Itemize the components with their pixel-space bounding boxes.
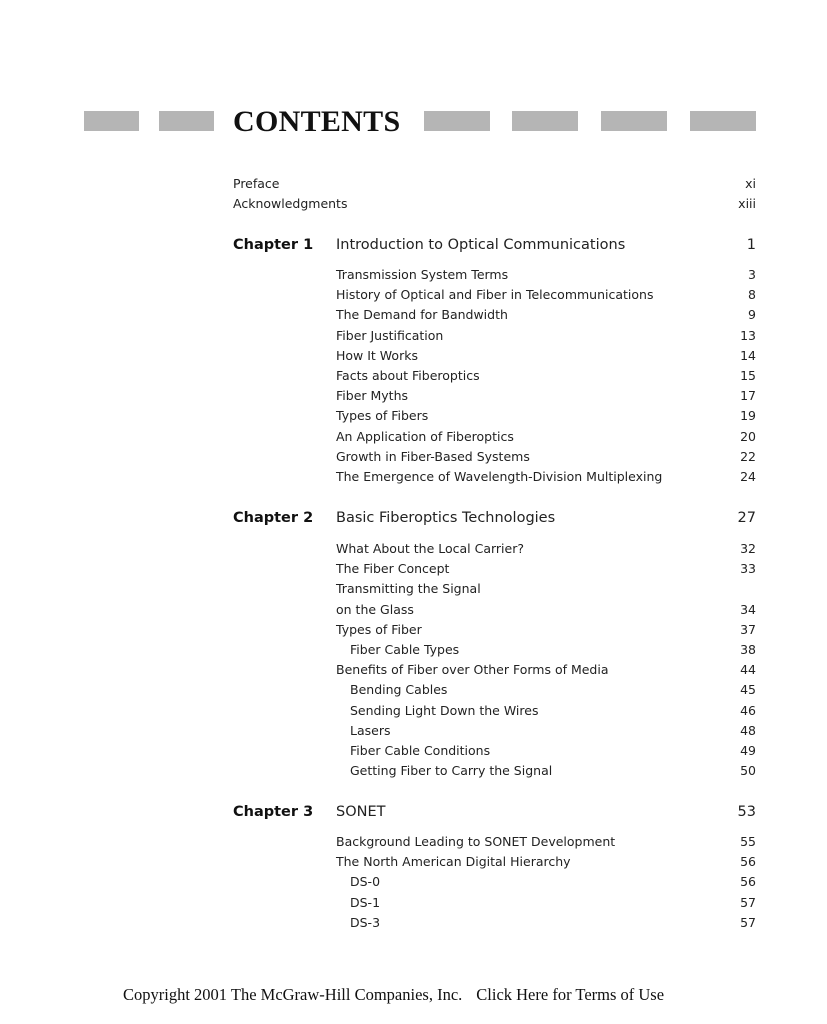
toc-entry[interactable]: Facts about Fiberoptics — [336, 368, 480, 383]
toc-page-number: 55 — [740, 834, 756, 849]
toc-entry[interactable]: Growth in Fiber-Based Systems — [336, 449, 530, 464]
terms-of-use-link[interactable]: Click Here for Terms of Use — [476, 985, 665, 1004]
toc-entry[interactable]: Background Leading to SONET Development — [336, 834, 616, 849]
toc-entry[interactable]: Benefits of Fiber over Other Forms of Media — [336, 662, 609, 677]
toc-entry[interactable]: Getting Fiber to Carry the Signal — [350, 763, 553, 778]
header-bar-4 — [512, 111, 578, 131]
toc-page-number: 57 — [740, 895, 756, 910]
toc-page-number: 3 — [748, 267, 756, 282]
toc-page-number: 8 — [748, 287, 756, 302]
chapter-page-number: 53 — [737, 804, 756, 820]
toc-entry[interactable]: The North American Digital Hierarchy — [336, 854, 571, 869]
chapter-page-number: 27 — [737, 510, 756, 526]
toc-entry[interactable]: Transmission System Terms — [336, 267, 509, 282]
header-bar-2 — [159, 111, 214, 131]
toc-entry[interactable]: Sending Light Down the Wires — [350, 703, 539, 718]
toc-page-number: 45 — [740, 682, 756, 697]
copyright-text: Copyright 2001 The McGraw-Hill Companies, Inc. — [123, 985, 463, 1004]
header-bar-1 — [84, 111, 139, 131]
toc-page-number: 56 — [740, 874, 756, 889]
toc-page-number: 38 — [740, 642, 756, 657]
header-bar-6 — [690, 111, 756, 131]
toc-page-number: 13 — [740, 328, 756, 343]
header-bar-5 — [601, 111, 667, 131]
footer — [123, 985, 664, 1005]
chapter-page-number: 1 — [746, 237, 756, 253]
chapter-label: Chapter 1 — [233, 237, 314, 253]
toc-page-number: 32 — [740, 541, 756, 556]
toc-page-number: 48 — [740, 723, 756, 738]
toc-page-number: 9 — [748, 307, 756, 322]
toc-page-number: 57 — [740, 915, 756, 930]
toc-entry[interactable]: The Emergence of Wavelength-Division Multiplexing — [336, 469, 663, 484]
page-title: CONTENTS — [233, 105, 401, 138]
toc-entry[interactable]: The Demand for Bandwidth — [336, 307, 508, 322]
toc-entry[interactable]: Types of Fibers — [336, 408, 429, 423]
toc-page-number: 46 — [740, 703, 756, 718]
chapter-title[interactable]: Basic Fiberoptics Technologies — [336, 510, 556, 526]
toc-page-number: 15 — [740, 368, 756, 383]
toc-page-number: 56 — [740, 854, 756, 869]
toc-entry[interactable]: The Fiber Concept — [336, 561, 450, 576]
chapter-title[interactable]: SONET — [336, 804, 386, 820]
toc-entry[interactable]: Fiber Myths — [336, 388, 409, 403]
toc-entry[interactable]: DS-0 — [350, 874, 381, 889]
toc-entry[interactable]: Fiber Justification — [336, 328, 444, 343]
toc-entry[interactable]: DS-1 — [350, 895, 381, 910]
toc-entry[interactable]: Transmitting the Signal — [336, 581, 481, 596]
chapter-title[interactable]: Introduction to Optical Communications — [336, 237, 626, 253]
toc-entry[interactable]: History of Optical and Fiber in Telecommunications — [336, 287, 654, 302]
toc-entry[interactable]: Fiber Cable Types — [350, 642, 460, 657]
toc-entry[interactable]: What About the Local Carrier? — [336, 541, 524, 556]
toc-page-number: 20 — [740, 429, 756, 444]
toc-entry-preface[interactable]: Preface — [233, 176, 280, 191]
toc-page-number: 37 — [740, 622, 756, 637]
toc-page-number: 17 — [740, 388, 756, 403]
toc-page-number: 44 — [740, 662, 756, 677]
chapter-label: Chapter 3 — [233, 804, 314, 820]
toc-entry[interactable]: Types of Fiber — [336, 622, 422, 637]
toc-page-number: 19 — [740, 408, 756, 423]
toc-page-number: 34 — [740, 602, 756, 617]
header-bar-3 — [424, 111, 490, 131]
toc-page-number: 50 — [740, 763, 756, 778]
toc-page-number: 24 — [740, 469, 756, 484]
toc-page-number: 49 — [740, 743, 756, 758]
toc-entry[interactable]: on the Glass — [336, 602, 414, 617]
toc-page-number: 14 — [740, 348, 756, 363]
toc-page-preface: xi — [745, 176, 756, 191]
toc-entry[interactable]: Fiber Cable Conditions — [350, 743, 491, 758]
toc-entry[interactable]: DS-3 — [350, 915, 381, 930]
chapter-label: Chapter 2 — [233, 510, 314, 526]
toc-entry[interactable]: Bending Cables — [350, 682, 448, 697]
toc-page-number: 33 — [740, 561, 756, 576]
toc-entry-acknowledgments[interactable]: Acknowledgments — [233, 196, 348, 211]
toc-page-acknowledgments: xiii — [738, 196, 756, 211]
toc-entry[interactable]: Lasers — [350, 723, 391, 738]
toc-page-number: 22 — [740, 449, 756, 464]
toc-entry[interactable]: How It Works — [336, 348, 418, 363]
toc-entry[interactable]: An Application of Fiberoptics — [336, 429, 514, 444]
